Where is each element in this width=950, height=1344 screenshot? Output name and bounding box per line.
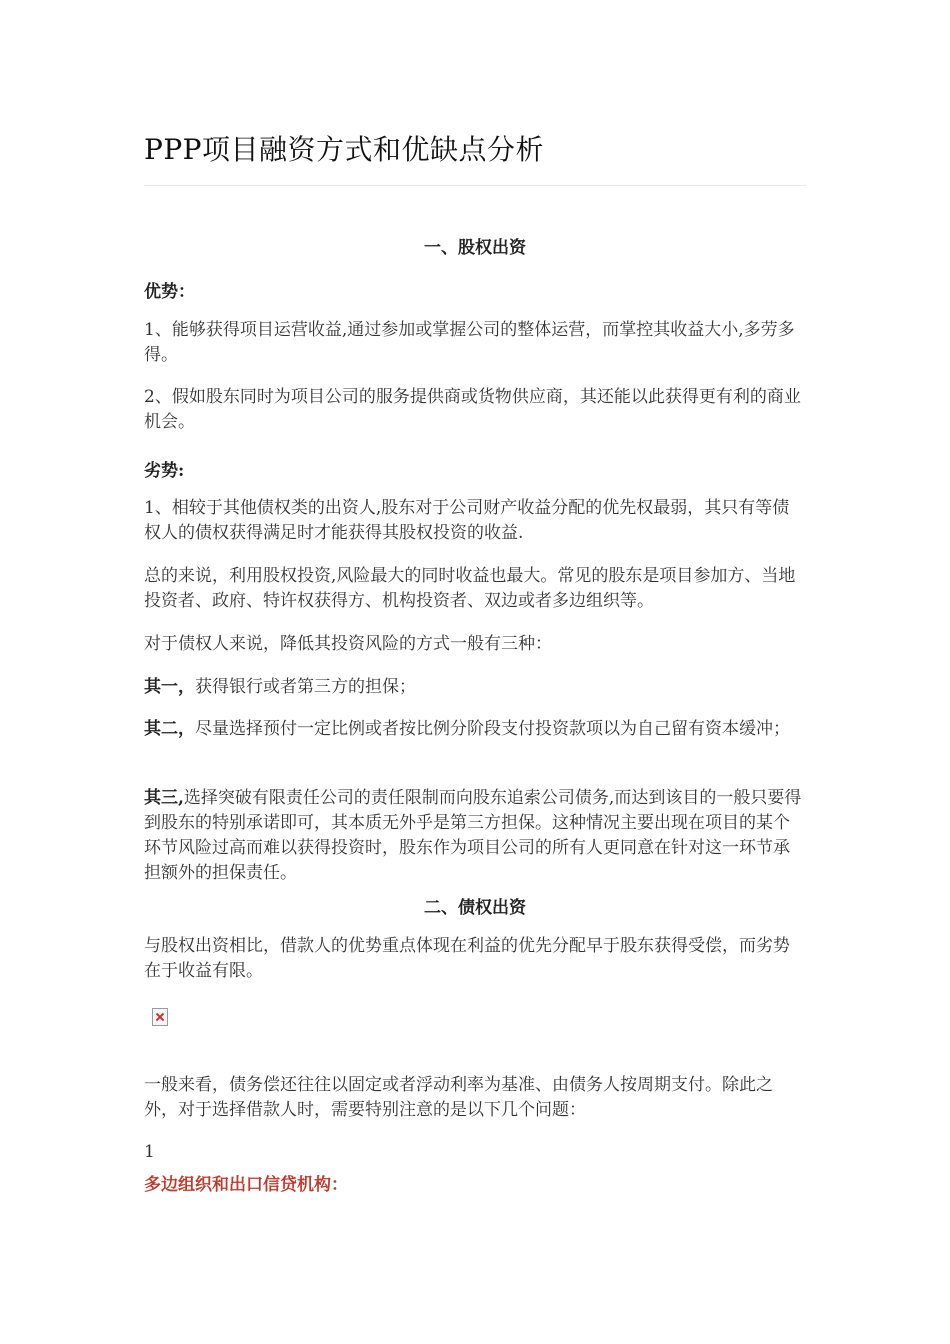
risk-method-2 (144, 717, 806, 742)
risk-method-2-label: 其二， (144, 719, 195, 739)
creditor-intro-paragraph: 对于债权人来说，降低其投资风险的方式一般有三种： (144, 634, 552, 654)
list-item-number: 1 (144, 1142, 155, 1162)
multilateral-org-heading: 多边组织和出口信贷机构： (144, 1175, 348, 1195)
page-title: PPP项目融资方式和优缺点分析 (144, 133, 545, 166)
broken-image-icon (152, 1008, 168, 1026)
advantages-label: 优势： (144, 282, 195, 302)
advantage-item-2: 2、假如股东同时为项目公司的服务提供商或货物供应商，其还能以此获得更有利的商业机会。 (144, 387, 801, 432)
repayment-paragraph: 一般来看，债务偿还往往以固定或者浮动利率为基准、由债务人按周期支付。除此之外，对于选择借款人时，需要特别注意的是以下几个问题： (144, 1075, 773, 1120)
disadvantage-item-1: 1、相较于其他债权类的出资人,股东对于公司财产收益分配的优先权最弱，其只有等债权人的债权获得满足时才能获得其股权投资的收益. (144, 498, 790, 543)
risk-method-1 (144, 675, 806, 700)
debt-compare-paragraph: 与股权出资相比，借款人的优势重点体现在利益的优先分配早于股东获得受偿，而劣势在于收益有限。 (144, 936, 790, 981)
equity-summary-paragraph: 总的来说，利用股权投资,风险最大的同时收益也最大。常见的股东是项目参加方、当地投资者、政府、特许权获得方、机构投资者、双边或者多边组织等。 (144, 566, 796, 611)
title-divider (144, 185, 806, 186)
risk-method-3-text: 选择突破有限责任公司的责任限制而向股东追索公司债务,而达到该目的一般只要得到股东的特别承诺即可，其本质无外乎是第三方担保。这种情况主要出现在项目的某个环节风险过高而难以获得投资时，股东作为项目公司的所有人更同意在针对这一环节承担额外的担保责任。 (144, 788, 802, 883)
section-heading-equity: 一、股权出资 (424, 238, 526, 258)
disadvantages-label: 劣势: (144, 461, 185, 481)
risk-method-3 (144, 786, 806, 886)
risk-method-3-label: 其三, (144, 788, 184, 808)
risk-method-2-text: 尽量选择预付一定比例或者按比例分阶段支付投资款项以为自己留有资本缓冲； (195, 719, 790, 739)
advantage-item-1: 1、能够获得项目运营收益,通过参加或掌握公司的整体运营，而掌控其收益大小,多劳多得。 (144, 320, 795, 365)
section-heading-debt: 二、债权出资 (424, 898, 526, 918)
risk-method-1-label: 其一， (144, 677, 195, 697)
risk-method-1-text: 获得银行或者第三方的担保； (195, 677, 416, 697)
